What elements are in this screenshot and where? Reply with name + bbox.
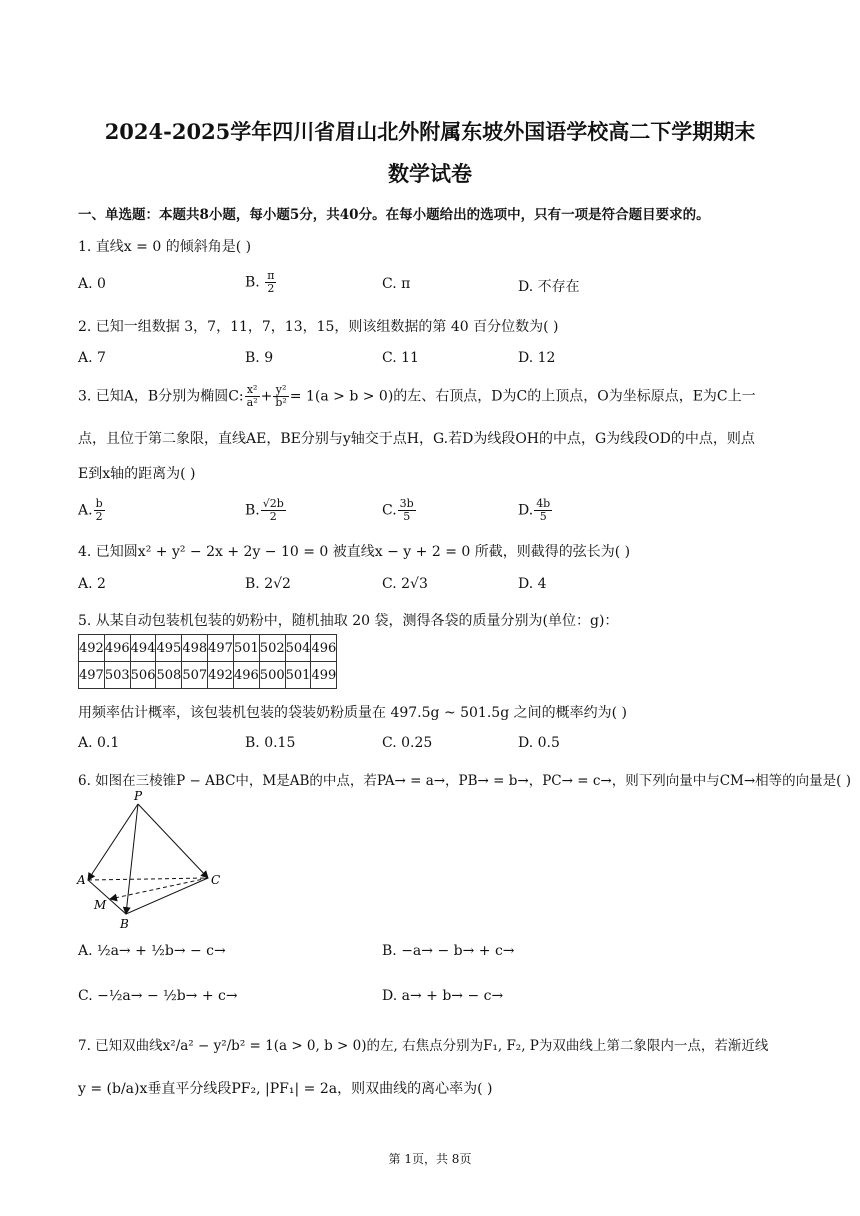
edge-pb [126,804,138,914]
section-heading: 一、单选题：本题共8小题，每小题5分，共40分。在每小题给出的选项中，只有一项是符合题目要求的。 [78,207,710,223]
q1-option-c: C. π [382,276,411,292]
table-cell: 502 [259,635,285,662]
table-cell: 506 [130,662,156,689]
table-cell: 492 [208,662,234,689]
question-3-line3: E到x轴的距离为( ) [78,466,196,482]
question-2-stem: 2. 已知一组数据 3，7，11，7，13，15，则该组数据的第 40 百分位数为( ) [78,319,559,335]
q5-option-b: B. 0.15 [245,735,296,751]
question-1-stem: 1. 直线x = 0 的倾斜角是( ) [78,239,252,255]
table-row [79,635,337,662]
question-4-stem: 4. 已知圆x² + y² − 2x + 2y − 10 = 0 被直线x − y + 2 = 0 所截，则截得的弦长为( ) [78,544,631,560]
vector-cm [110,878,208,899]
question-6-stem: 6. 如图在三棱锥P − ABC中，M是AB的中点，若PA→ = a→，PB→ = b→，PC→ = c→，则下列向量中与CM→相等的向量是( ) [78,773,851,789]
label-c: C [211,873,221,887]
question-5-after: 用频率估计概率，该包装机包装的袋装奶粉质量在 497.5g ~ 501.5g 之间的概率约为( ) [78,705,627,721]
q5-option-d: D. 0.5 [518,735,560,751]
question-3-line1: 3. 已知A，B分别为椭圆C: $\frac{\text{x²}}{\text{a²}}$ + $\frac{\text{y²}}{\text{b²}}$ = 1(a > b > 0)的左、右顶点，D为C的上顶点，O为坐标原点，E为C上一 [78,383,756,409]
q4-option-b: B. 2√2 [245,576,291,592]
q1-option-d: D. 不存在 [518,279,580,295]
label-p: P [134,790,143,803]
label-a: A [77,873,86,887]
edge-ac [88,878,208,880]
table-cell: 504 [285,635,311,662]
question-5-stem: 5. 从某自动包装机包装的奶粉中，随机抽取 20 袋，测得各袋的质量分别为(单位：g)： [78,613,619,629]
question-7-line1: 7. 已知双曲线x²/a² − y²/b² = 1(a > 0, b > 0)的左, 右焦点分别为F₁, F₂, P为双曲线上第二象限内一点，若渐近线 [78,1038,769,1054]
table-cell: 496 [311,635,337,662]
page-subtitle: 数学试卷 [388,161,472,186]
edge-bc [126,878,208,914]
question-7-line2: y = (b/a)x垂直平分线段PF₂, |PF₁| = 2a，则双曲线的离心率为( ) [78,1081,493,1097]
label-m: M [94,898,107,912]
table-cell: 495 [156,635,182,662]
q3-option-a: A. $\frac{b}{2}$ [78,497,103,523]
q3-option-c: C. $\frac{3b}{5}$ [382,497,414,523]
table-cell: 497 [208,635,234,662]
q2-option-c: C. 11 [382,350,419,366]
table-cell: 501 [285,662,311,689]
table-cell: 492 [79,635,105,662]
q4-option-d: D. 4 [518,576,547,592]
table-cell: 496 [233,662,259,689]
q1-option-b: B. $\frac{\pi}{2}$ [245,269,275,295]
table-cell: 500 [259,662,285,689]
table-cell: 508 [156,662,182,689]
q3-option-b: B. $\frac{√2b}{2}$ [245,497,284,523]
table-cell: 501 [233,635,259,662]
table-cell: 503 [104,662,130,689]
table-cell: 507 [182,662,208,689]
q6-option-c: C. −½a→ − ½b→ + c→ [78,988,238,1004]
edge-pc [138,804,208,878]
q5-option-a: A. 0.1 [78,735,120,751]
table-cell: 499 [311,662,337,689]
q6-option-b: B. −a→ − b→ + c→ [382,943,515,959]
table-row [79,662,337,689]
label-b: B [120,917,129,931]
table-cell: 496 [104,635,130,662]
q4-option-c: C. 2√3 [382,576,428,592]
q6-option-a: A. ½a→ + ½b→ − c→ [78,943,226,959]
q4-option-a: A. 2 [78,576,106,592]
q3-option-d: D. $\frac{4b}{5}$ [518,497,551,523]
tetrahedron-figure [74,790,234,935]
q6-option-d: D. a→ + b→ − c→ [382,988,504,1004]
q5-option-c: C. 0.25 [382,735,433,751]
q5-data-table [78,634,337,689]
page-footer: 第 1页，共 8页 [388,1152,472,1166]
table-cell: 498 [182,635,208,662]
q1-option-a: A. 0 [78,276,106,292]
q2-option-d: D. 12 [518,350,556,366]
q2-option-b: B. 9 [245,350,274,366]
table-cell: 497 [79,662,105,689]
question-3-line2: 点，且位于第二象限，直线AE，BE分别与y轴交于点H，G.若D为线段OH的中点，G为线段OD的中点，则点 [78,431,755,447]
q2-option-a: A. 7 [78,350,106,366]
page-title: 2024-2025学年四川省眉山北外附属东坡外国语学校高二下学期期末 [104,119,756,144]
table-cell: 494 [130,635,156,662]
